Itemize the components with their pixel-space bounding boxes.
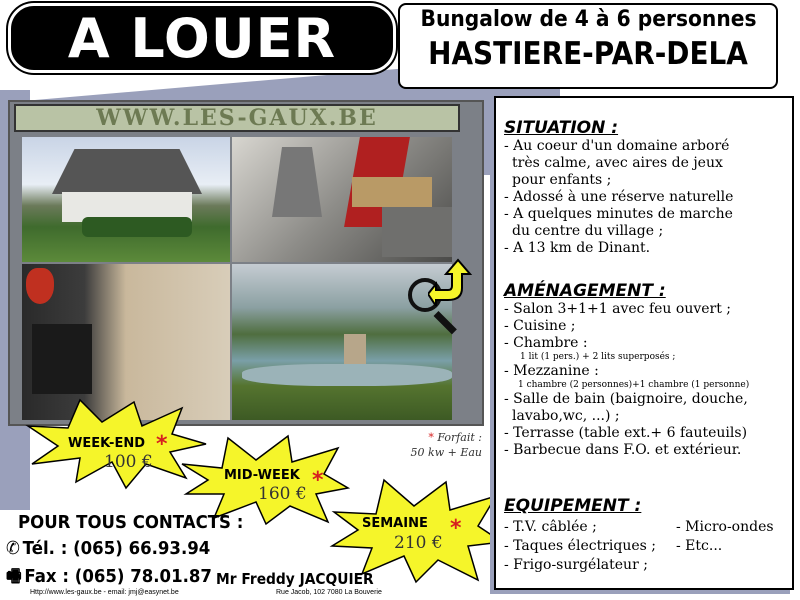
price-asterisk-weekend: * [156,432,168,457]
situation-section [496,118,733,257]
price-asterisk-midweek: * [312,468,324,493]
info-panel [494,96,794,590]
price-value-weekend: 100 € [104,452,153,472]
equipement-section [496,496,796,573]
photo-kitchen [22,264,230,420]
fax-icon: 🖷 [6,566,22,587]
website-banner[interactable]: WWW.LES-GAUX.BE [14,104,460,132]
amenagement-chambre-detail: 1 lit (1 pers.) + 2 lits superposés ; [520,352,676,362]
amenagement-section [496,281,749,459]
equipement-item: - Micro-ondes [676,519,774,535]
page-title: A LOUER [67,6,337,70]
subtitle: Bungalow de 4 à 6 personnes [420,7,757,32]
pointer-arrow-icon [428,258,474,306]
situation-line: pour enfants ; [512,172,612,188]
situation-line: - Adossé à une réserve naturelle [504,189,734,205]
amenagement-chambre: - Chambre : [504,335,588,351]
equipement-item: - Frigo-surgélateur ; [504,557,648,573]
price-label-semaine: SEMAINE [362,516,428,531]
situation-heading: SITUATION : [504,118,619,138]
footer-web-email[interactable]: Http://www.les-gaux.be - email: jmj@easynet.be [30,589,179,596]
equipement-column-2 [676,518,774,556]
situation-line: très calme, avec aires de jeux [512,155,723,171]
amenagement-salon: - Salon 3+1+1 avec feu ouvert ; [504,301,732,317]
location: HASTIERE-PAR-DELA [428,36,748,72]
price-asterisk-semaine: * [450,516,462,541]
footer-address: Rue Jacob, 102 7080 La Bouverie [276,589,382,596]
photo-bungalow-exterior [22,137,230,262]
contact-phone-text: Tél. : (065) 66.93.94 [22,538,211,559]
amenagement-salle-de-bain-cont: lavabo,wc, ...) ; [512,408,620,424]
amenagement-heading: AMÉNAGEMENT : [504,281,666,301]
contact-phone[interactable] [6,538,210,559]
situation-line: - A quelques minutes de marche [504,206,733,222]
situation-line: du centre du village ; [512,223,664,239]
forfait-asterisk: * [428,431,434,444]
title-box [8,3,396,73]
amenagement-mezzanine-detail: 1 chambre (2 personnes)+1 chambre (1 personne) [518,380,750,390]
contact-name: Mr Freddy JACQUIER [216,570,374,588]
amenagement-terrasse: - Terrasse (table ext.+ 6 fauteuils) [504,425,748,441]
price-value-midweek: 160 € [258,484,307,504]
amenagement-cuisine: - Cuisine ; [504,318,576,334]
equipement-item: - Etc... [676,538,723,554]
forfait-value: 50 kw + Eau [410,446,482,459]
forfait-label: Forfait : [437,431,482,444]
equipement-heading: EQUIPEMENT : [504,496,642,516]
contact-fax-text: Fax : (065) 78.01.87 [24,566,212,587]
equipement-item: - Taques électriques ; [504,538,656,554]
forfait-note [372,430,482,460]
price-label-midweek: MID-WEEK [224,468,300,483]
photo-living-room [232,137,452,262]
amenagement-mezzanine: - Mezzanine : [504,363,599,379]
price-value-semaine: 210 € [394,533,443,553]
amenagement-barbecue: - Barbecue dans F.O. et extérieur. [504,442,742,458]
situation-line: - A 13 km de Dinant. [504,240,651,256]
situation-line: - Au coeur d'un domaine arboré [504,138,730,154]
subtitle-box [398,3,778,89]
equipement-column-1 [504,518,656,575]
phone-icon: ✆ [6,538,20,559]
equipement-item: - T.V. câblée ; [504,519,597,535]
amenagement-salle-de-bain: - Salle de bain (baignoire, douche, [504,391,748,407]
price-label-weekend: WEEK-END [68,436,145,451]
contacts-heading: POUR TOUS CONTACTS : [18,512,244,533]
